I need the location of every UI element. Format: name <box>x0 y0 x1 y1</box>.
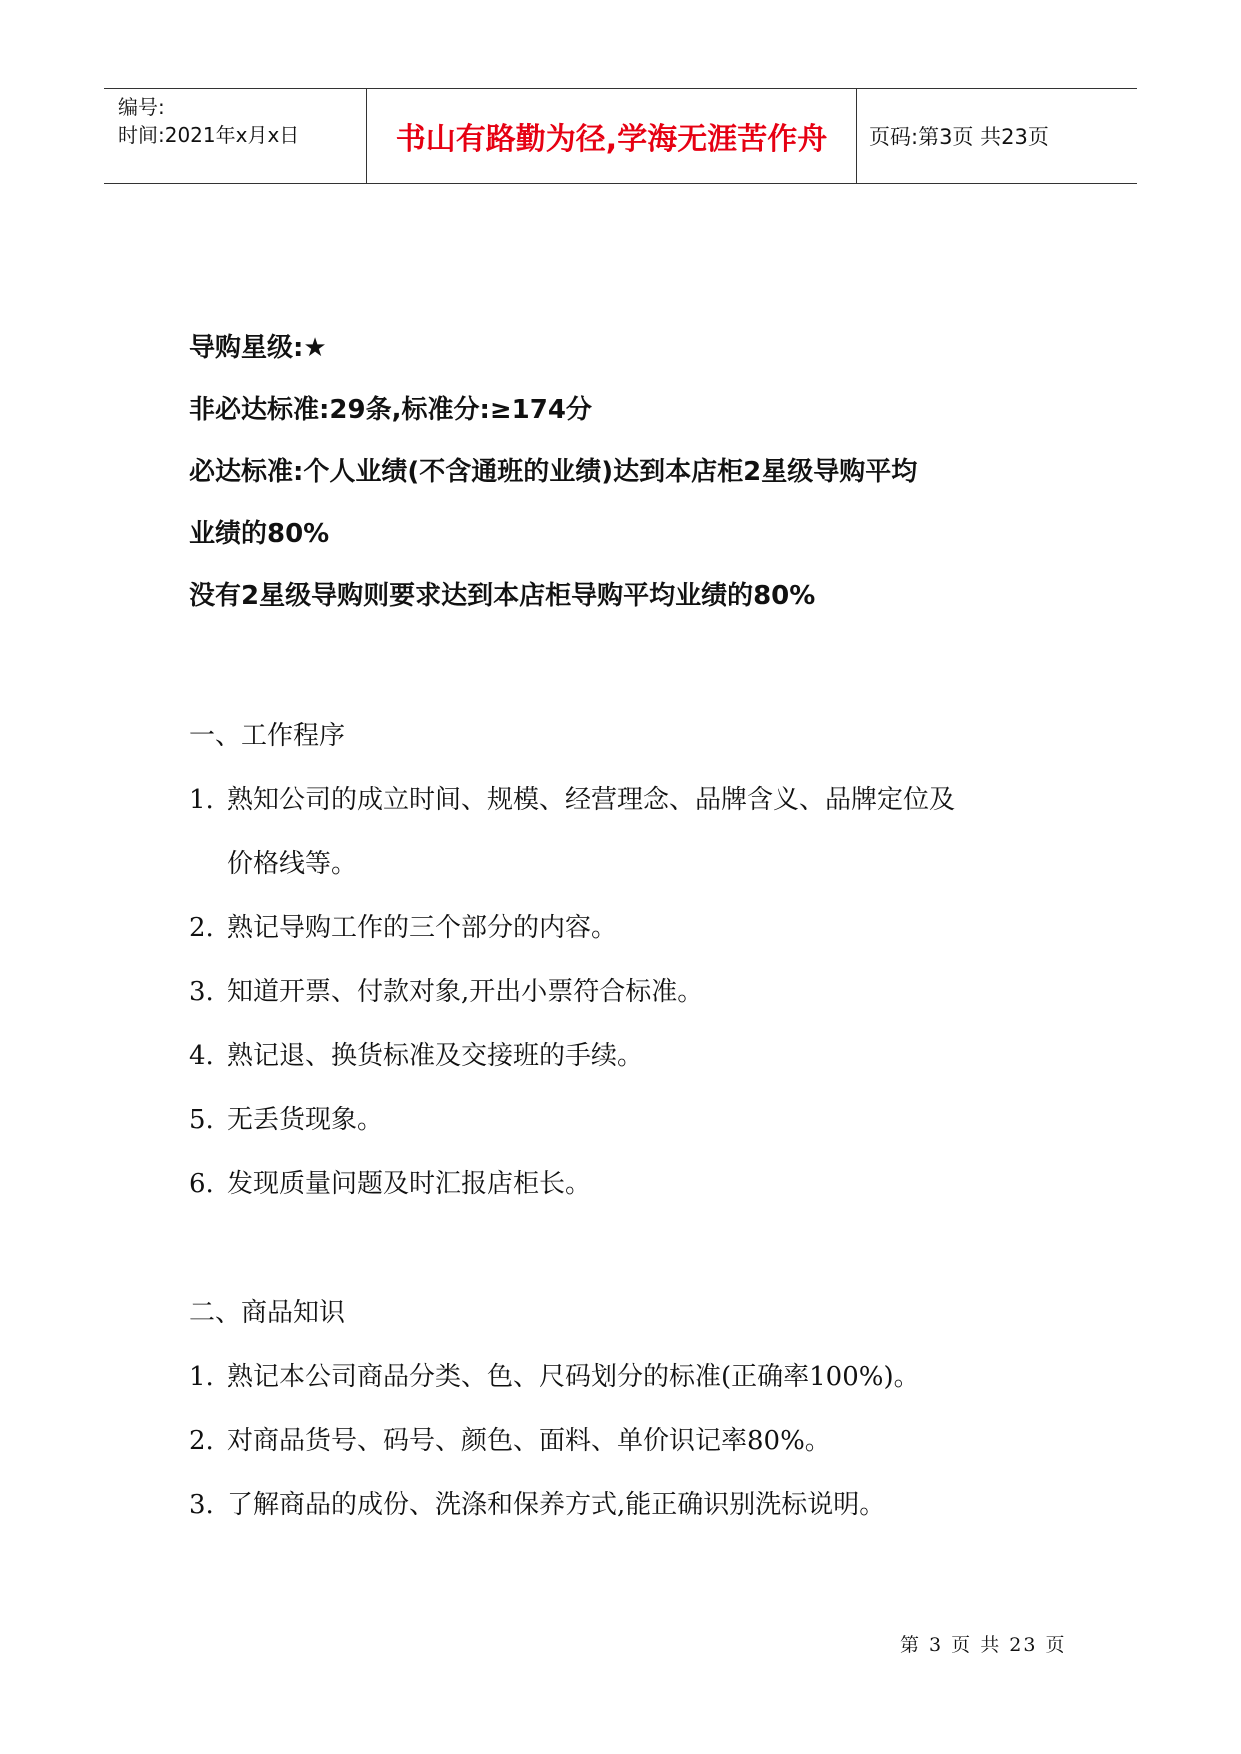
mandatory-standard-line1: 必达标准:个人业绩(不含通班的业绩)达到本店柜2星级导购平均 <box>189 457 918 487</box>
list-item-number: 1. <box>189 785 214 815</box>
list-item <box>189 1362 920 1392</box>
time-label: 时间:2021年x月x日 <box>118 123 300 147</box>
list-item-text: 熟知公司的成立时间、规模、经营理念、品牌含义、品牌定位及 <box>227 785 956 815</box>
list-item <box>189 1105 383 1135</box>
page-header <box>104 88 1137 184</box>
list-item <box>189 1169 591 1199</box>
list-item-text: 对商品货号、码号、颜色、面料、单价识记率80%。 <box>227 1426 831 1456</box>
list-item-number: 3. <box>189 977 214 1007</box>
header-page-info: 页码:第3页 共23页 <box>869 125 1049 149</box>
list-item-number: 5. <box>189 1105 214 1135</box>
list-item <box>189 1426 831 1456</box>
page-footer-number: 第 3 页 共 23 页 <box>900 1634 1067 1656</box>
list-item <box>189 1041 643 1071</box>
serial-label: 编号: <box>118 95 165 119</box>
list-item-text: 无丢货现象。 <box>227 1105 384 1135</box>
list-item-number: 6. <box>189 1169 214 1199</box>
list-item <box>189 785 955 815</box>
list-item-text: 知道开票、付款对象,开出小票符合标准。 <box>227 977 704 1007</box>
mandatory-standard-line2: 业绩的80% <box>189 519 330 549</box>
list-item-text: 发现质量问题及时汇报店柜长。 <box>227 1169 592 1199</box>
alternative-standard: 没有2星级导购则要求达到本店柜导购平均业绩的80% <box>189 581 816 611</box>
list-item <box>189 1490 885 1520</box>
section-title-product-knowledge: 二、商品知识 <box>189 1298 346 1328</box>
list-item-number: 2. <box>189 1426 214 1456</box>
list-item-number: 1. <box>189 1362 214 1392</box>
list-item-number: 2. <box>189 913 214 943</box>
list-item-text: 熟记导购工作的三个部分的内容。 <box>227 913 618 943</box>
list-item <box>189 977 703 1007</box>
non-mandatory-standard: 非必达标准:29条,标准分:≥174分 <box>189 395 592 425</box>
list-item-continuation: 价格线等。 <box>227 849 358 879</box>
list-item-text: 熟记本公司商品分类、色、尺码划分的标准(正确率100%)。 <box>227 1362 920 1392</box>
header-motto: 书山有路勤为径,学海无涯苦作舟 <box>367 89 857 183</box>
list-item-number: 4. <box>189 1041 214 1071</box>
list-item-number: 3. <box>189 1490 214 1520</box>
header-meta <box>104 89 367 183</box>
list-item-text: 了解商品的成份、洗涤和保养方式,能正确识别洗标说明。 <box>227 1490 886 1520</box>
section-title-work-procedure: 一、工作程序 <box>189 721 346 751</box>
star-level: 导购星级:★ <box>189 333 327 363</box>
list-item <box>189 913 617 943</box>
list-item-text: 熟记退、换货标准及交接班的手续。 <box>227 1041 644 1071</box>
